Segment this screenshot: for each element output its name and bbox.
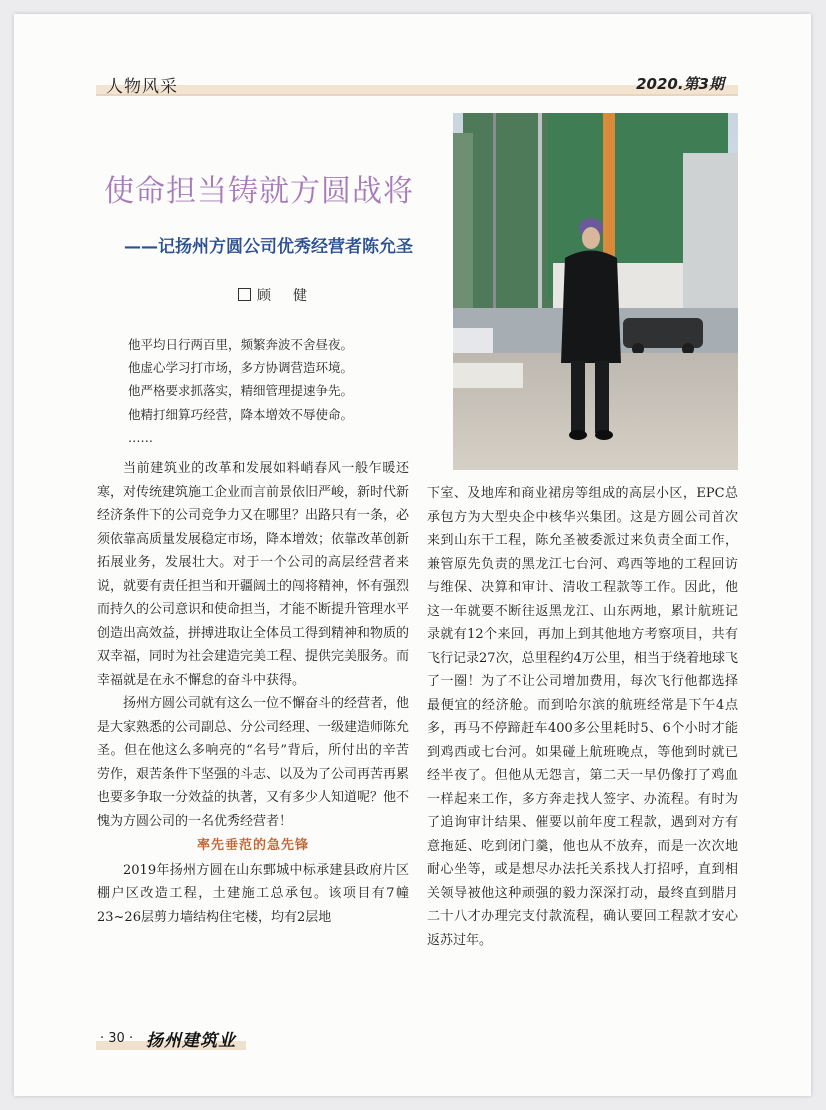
section-title: 人物风采 [106,77,178,97]
paragraph: 扬州方圆公司就有这么一位不懈奋斗的经营者，他是大家熟悉的公司副总、分公司经理、一级建造师陈允圣。但在他这么多响亮的“名号”背后，所付出的辛苦劳作，艰苦条件下坚强的斗志、以及为了公司再苦再累也要多争取一分效益的执著，又有多少人知道呢？他不愧为方圆公司的一名优秀经营者！ [97,696,410,829]
author-box-icon [238,288,251,301]
author-byline [238,285,311,305]
poem-line: 他虚心学习打市场，多方协调营造环境。 [128,360,354,376]
right-column [427,482,738,952]
magazine-logo: 扬州建筑业 [146,1031,236,1051]
photo-illustration [453,113,738,470]
author-name: 顾 健 [257,288,311,304]
poem-line: 他精打细算巧经营，降本增效不辱使命。 [128,406,354,422]
poem-line: 他严格要求抓落实，精细管理提速争先。 [128,383,354,399]
paragraph: 下室、及地库和商业裙房等组成的高层小区，EPC总承包方为大型央企中核华兴集团。这是方圆公司首次来到山东干工程，陈允圣被委派过来负责全面工作，兼管原先负责的黑龙江七台河、鸡西等地的工程回访与维保、决算和审计、清收工程款等工作。因此，他这一年就要不断往返黑龙江、山东两地，累计航班记录就有12个来回，再加上到其他地方考察项目，共有飞行记录27次，总里程约4万公里，相当于绕着地球飞了一圈！为了不让公司增加费用，每次飞行他都选择最便宜的经济舱。而到哈尔滨的航班经常是下午4点多，再马不停蹄赶车400多公里耗时5、6个小时才能到鸡西或七台河。如果碰上航班晚点，等他到时就已经半夜了。但他从无怨言，第二天一早仍像打了鸡血一样起来工作，多方奔走找人签字、办流程。有时为了追询审计结果、催要以前年度工程款，遇到对方有意拖延、吃到闭门羹，他也从不放弃，而是一次次地耐心坐等，或是想尽办法托关系找人打招呼，直到相关领导被他这种顽强的毅力深深打动，最终直到腊月二十八才办理完支付款流程，确认要回工程款才安心返苏过年。 [427,486,738,948]
article-subtitle: ——记扬州方圆公司优秀经营者陈允圣 [124,237,413,257]
issue-number: 2020.第3期 [636,75,724,93]
article-photo [453,113,738,470]
paragraph: 2019年扬州方圆在山东鄄城中标承建县政府片区棚户区改造工程，土建施工总承包。该项目有7幢23~26层剪力墙结构住宅楼，均有2层地 [97,862,409,925]
poem-ellipsis: …… [128,429,153,445]
left-column [97,457,409,929]
section-subheading: 率先垂范的急先锋 [196,838,309,853]
page-header [96,72,738,96]
poem-line: 他平均日行两百里，频繁奔波不舍昼夜。 [128,337,354,352]
poem-block [128,333,428,449]
page-footer [96,1030,246,1050]
page-number: · 30 · [100,1031,134,1046]
article-title: 使命担当铸就方圆战将 [104,174,414,209]
paragraph: 当前建筑业的改革和发展如料峭春风一般乍暖还寒，对传统建筑施工企业而言前景依旧严峻，新时代新经济条件下的公司竞争力又在哪里？出路只有一条，必须依靠高质量发展稳定市场，降本增效；依靠改革创新拓展业务，发展壮大。对于一个公司的高层经营者来说，就要有责任担当和开疆阔土的闯将精神，怀有强烈而持久的公司意识和使命担当，才能不断提升管理水平创造出高效益，拼搏进取让全体员工得到精神和物质的双幸福，同时为社会建造完美工程、提供完美服务。而幸福就是在永不懈怠的奋斗中获得。 [97,461,410,688]
